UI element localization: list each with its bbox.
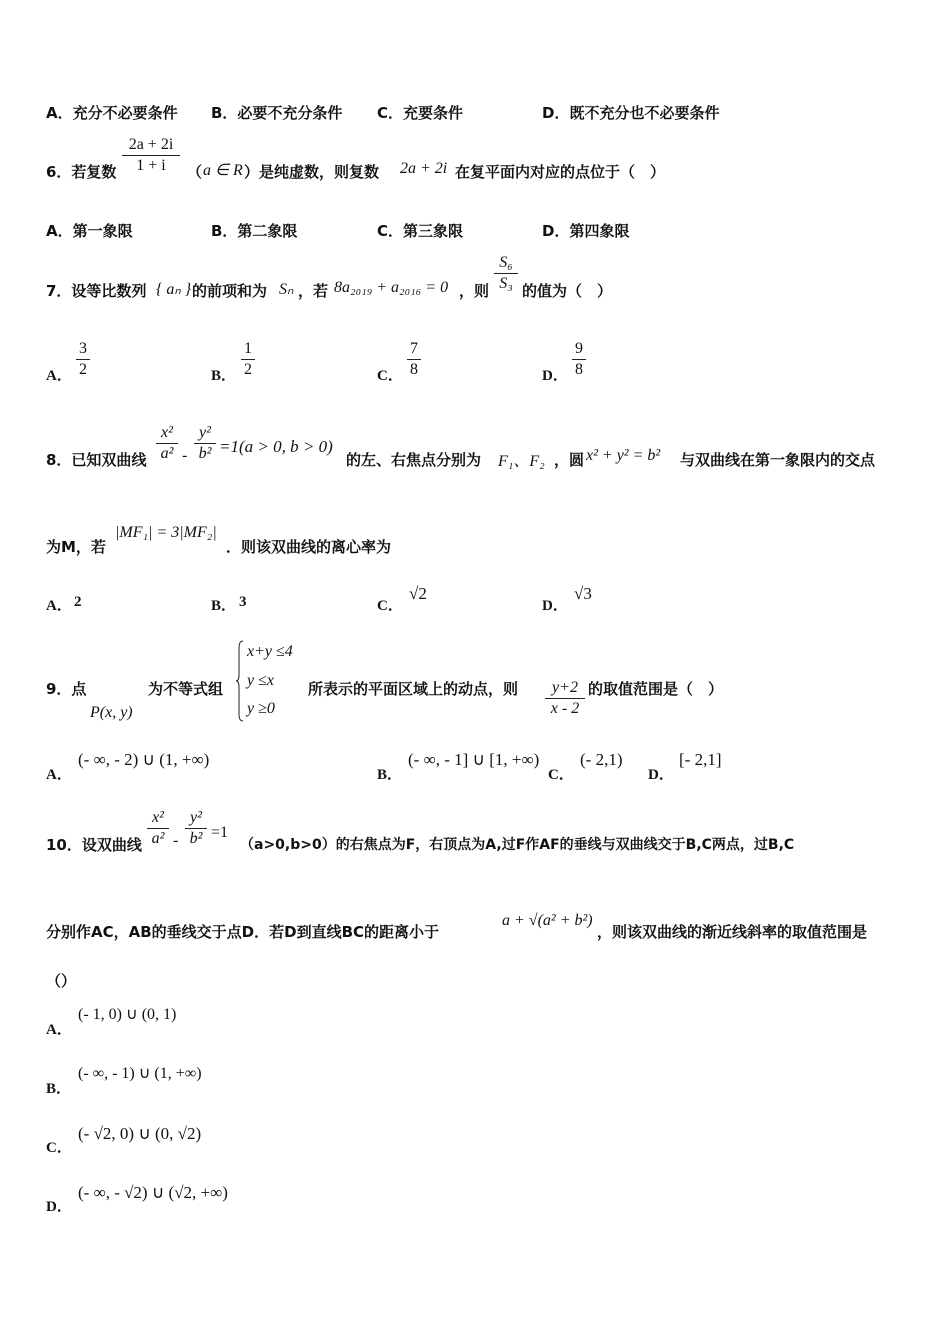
q7-suffix: 的值为（ ） bbox=[522, 282, 613, 300]
q9-option-c: (- 2,1) bbox=[580, 750, 623, 769]
q8-circle: x² + y² = b² bbox=[586, 447, 661, 464]
q10-option-d: (- ∞, - √2) ∪ (√2, +∞) bbox=[78, 1183, 228, 1202]
q8-option-a-label: A． bbox=[46, 598, 72, 614]
q8-condition: |MF₁| = 3|MF₂| bbox=[115, 524, 217, 541]
q9-ineq3: y ≥0 bbox=[247, 700, 275, 717]
q8-eq: =1(a > 0, b > 0) bbox=[219, 437, 333, 456]
q7-option-a-num: 3 bbox=[79, 340, 87, 357]
q6-fraction bbox=[122, 136, 180, 175]
q8-x-num: x² bbox=[161, 424, 173, 441]
q7-option-b-label: B． bbox=[211, 368, 237, 384]
q8-y-frac bbox=[194, 424, 216, 463]
q10-option-a: (- 1, 0) ∪ (0, 1) bbox=[78, 1006, 177, 1023]
q5-option-d: D．既不充分也不必要条件 bbox=[542, 104, 720, 122]
q7-fraction bbox=[494, 254, 518, 293]
q7-option-d-num: 9 bbox=[575, 340, 583, 357]
q9-option-d-label: D． bbox=[648, 767, 674, 783]
q6-option-c: C．第三象限 bbox=[377, 222, 464, 240]
q7-option-c-den: 8 bbox=[410, 361, 418, 378]
q10-eq: =1 bbox=[211, 824, 229, 841]
q8-mid1: 的左、右焦点分别为 bbox=[346, 451, 482, 469]
q7-seq: { aₙ } bbox=[156, 281, 192, 298]
q8-option-d-label: D． bbox=[542, 598, 568, 614]
q7-mid1: 的前项和为 bbox=[192, 282, 268, 300]
q9-ineq1: x+y ≤4 bbox=[247, 643, 293, 660]
q6-mid: ）是纯虚数，则复数 bbox=[244, 163, 380, 181]
q7-option-d-den: 8 bbox=[575, 361, 583, 378]
q7-option-c-label: C． bbox=[377, 368, 403, 384]
q9-option-d: [- 2,1] bbox=[679, 750, 722, 769]
q6-option-d: D．第四象限 bbox=[542, 222, 630, 240]
q8-y-num: y² bbox=[199, 424, 211, 441]
q7-option-d-label: D． bbox=[542, 368, 568, 384]
q9-option-b-label: B． bbox=[377, 767, 403, 783]
q8-option-c: √2 bbox=[409, 584, 427, 603]
q5-option-a: A．充分不必要条件 bbox=[46, 104, 178, 122]
q9-option-a-label: A． bbox=[46, 767, 72, 783]
q10-option-a-label: A． bbox=[46, 1022, 72, 1038]
q8-option-d: √3 bbox=[574, 584, 592, 603]
q10-x-num: x² bbox=[152, 809, 164, 826]
q10-x-frac bbox=[147, 809, 169, 848]
q8-option-b: 3 bbox=[239, 594, 247, 610]
q7-option-a-den: 2 bbox=[79, 361, 87, 378]
q7-frac-den: S₃ bbox=[499, 275, 513, 292]
q9-mid: 为不等式组 bbox=[148, 680, 224, 698]
q7-sn: Sₙ bbox=[279, 281, 294, 298]
q10-y-frac bbox=[185, 809, 207, 848]
q7-option-a-label: A． bbox=[46, 368, 72, 384]
q6-suffix: 在复平面内对应的点位于（ ） bbox=[455, 163, 666, 181]
q6-option-a: A．第一象限 bbox=[46, 222, 133, 240]
q9-ineq2: y ≤x bbox=[247, 672, 274, 689]
q7-eq: 8a₂₀₁₉ + a₂₀₁₆ = 0 bbox=[334, 279, 449, 296]
q10-option-d-label: D． bbox=[46, 1199, 72, 1215]
q7-option-d-frac bbox=[572, 340, 586, 379]
q6-prefix: 6．若复数 bbox=[46, 163, 117, 181]
q7-option-b-den: 2 bbox=[244, 361, 252, 378]
q8-mid2: ，圆 bbox=[554, 451, 585, 469]
q10-y-den: b² bbox=[189, 830, 203, 847]
q10-option-c: (- √2, 0) ∪ (0, √2) bbox=[78, 1124, 202, 1143]
q7-frac-num: S₆ bbox=[499, 254, 513, 271]
q10-option-b: (- ∞, - 1) ∪ (1, +∞) bbox=[78, 1065, 202, 1082]
q9-option-a: (- ∞, - 2) ∪ (1, +∞) bbox=[78, 750, 210, 769]
q7-option-c-frac bbox=[407, 340, 421, 379]
q7-mid2: ，若 bbox=[298, 282, 329, 300]
q10-expr: a + √(a² + b²) bbox=[502, 912, 593, 929]
q7-prefix: 7．设等比数列 bbox=[46, 282, 147, 300]
q7-option-b-frac bbox=[241, 340, 255, 379]
q6-expr: 2a + 2i bbox=[400, 160, 448, 177]
q9-option-b: (- ∞, - 1] ∪ [1, +∞) bbox=[408, 750, 540, 769]
q10-option-b-label: B． bbox=[46, 1081, 72, 1097]
q7-option-a-frac bbox=[76, 340, 90, 379]
q9-suffix: 的取值范围是（ ） bbox=[588, 680, 724, 698]
q10-line2-suffix: ，则该双曲线的渐近线斜率的取值范围是 bbox=[597, 923, 868, 941]
q9-brace bbox=[236, 640, 244, 722]
q9-option-c-label: C． bbox=[548, 767, 574, 783]
q8-option-b-label: B． bbox=[211, 598, 237, 614]
q8-option-c-label: C． bbox=[377, 598, 403, 614]
q7-mid3: ，则 bbox=[459, 282, 490, 300]
q10-prefix: 10．设双曲线 bbox=[46, 836, 142, 854]
q5-option-c: C．充要条件 bbox=[377, 104, 464, 122]
q8-line2-suffix: ．则该双曲线的离心率为 bbox=[226, 538, 392, 556]
q8-suffix1: 与双曲线在第一象限内的交点 bbox=[680, 451, 876, 469]
q9-fraction bbox=[545, 679, 585, 718]
q10-line1-suffix: （a>0,b>0）的右焦点为F，右顶点为A,过F作AF的垂线与双曲线交于B,C两点，过B,C bbox=[240, 837, 795, 853]
q7-option-b-num: 1 bbox=[244, 340, 252, 357]
q10-minus: - bbox=[173, 832, 179, 849]
q6-frac-den: 1 + i bbox=[136, 157, 166, 174]
q8-foci: F₁、F₂ bbox=[498, 453, 545, 470]
q6-cond-math: a ∈ R bbox=[203, 162, 243, 179]
q8-y-den: b² bbox=[198, 445, 212, 462]
q6-option-b: B．第二象限 bbox=[211, 222, 298, 240]
q10-option-c-label: C． bbox=[46, 1140, 72, 1156]
q5-option-b: B．必要不充分条件 bbox=[211, 104, 343, 122]
q8-x-den: a² bbox=[160, 445, 174, 462]
q9-frac-num: y+2 bbox=[552, 679, 578, 696]
q8-x-frac bbox=[156, 424, 178, 463]
q6-frac-num: 2a + 2i bbox=[128, 136, 174, 153]
q8-line2-prefix: 为M，若 bbox=[46, 538, 106, 556]
q10-x-den: a² bbox=[151, 830, 165, 847]
q9-point: P(x, y) bbox=[90, 704, 133, 721]
q7-option-c-num: 7 bbox=[410, 340, 418, 357]
q10-line2-prefix: 分别作AC，AB的垂线交于点D．若D到直线BC的距离小于 bbox=[46, 923, 440, 941]
q9-mid2: 所表示的平面区域上的动点，则 bbox=[308, 680, 519, 698]
q10-y-num: y² bbox=[190, 809, 202, 826]
left-brace-icon bbox=[236, 640, 244, 722]
q10-paren: （） bbox=[46, 972, 77, 990]
q6-cond-open: （ bbox=[187, 163, 203, 181]
q8-prefix: 8．已知双曲线 bbox=[46, 451, 147, 469]
q9-frac-den: x - 2 bbox=[550, 700, 580, 717]
q8-minus: - bbox=[182, 447, 188, 464]
q8-option-a: 2 bbox=[74, 594, 82, 610]
q9-prefix: 9．点 bbox=[46, 680, 87, 698]
